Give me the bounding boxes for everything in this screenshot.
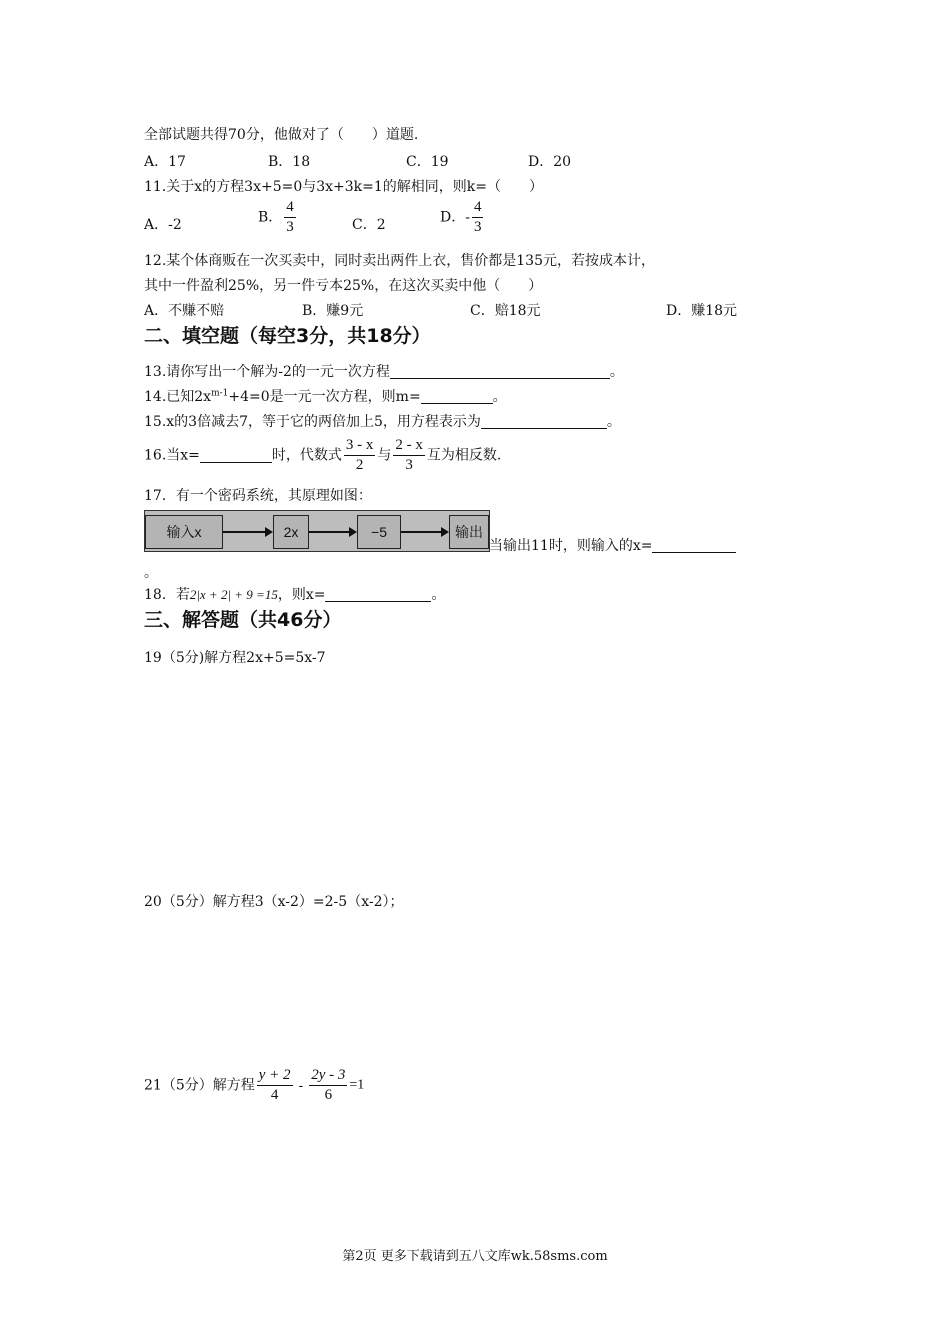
q11-stem: 11.关于x的方程3x+5=0与3x+3k=1的解相同，则k=（ ） bbox=[144, 179, 544, 195]
q11-option-d-fraction: $\frac{4}{3}$ bbox=[473, 199, 482, 235]
q15: 15.x的3倍减去7，等于它的两倍加上5，用方程表示为 。 bbox=[144, 414, 621, 430]
q11-option-b-fraction: $\frac{4}{3}$ bbox=[286, 199, 294, 235]
q11-option-c: C．2 bbox=[352, 217, 386, 233]
section-2-heading: 二、填空题（每空3分，共18分） bbox=[144, 325, 431, 347]
flow-arrow-3 bbox=[401, 531, 447, 533]
q12-option-a: A．不赚不赔 bbox=[144, 303, 225, 319]
page-footer: 第2页 更多下载请到五八文库wk.58sms.com bbox=[342, 1249, 608, 1264]
q16-fraction-1: $\frac{3 - x}{2}$ bbox=[345, 437, 374, 473]
q16: 16.当x= 时，代数式 $\frac{3 - x}{2}$ 与 $\frac{2 - x}{3}$ 互为相反数. bbox=[144, 437, 502, 473]
q16-answer-blank[interactable] bbox=[200, 448, 272, 463]
q16-fraction-2: $\frac{2 - x}{3}$ bbox=[395, 437, 423, 473]
flow-input-box: 输入x bbox=[145, 515, 223, 549]
q12-option-c: C．赔18元 bbox=[470, 303, 541, 319]
q11-option-a: A．-2 bbox=[144, 217, 182, 233]
q11-option-d: D．- $\frac{4}{3}$ bbox=[440, 199, 482, 235]
q17-answer: 当输出11时，则输入的x= bbox=[489, 538, 736, 553]
flow-minus-five-box: −5 bbox=[357, 515, 401, 549]
q20: 20（5分）解方程3（x-2）=2-5（x-2）； bbox=[144, 894, 404, 910]
cipher-flow-diagram bbox=[144, 510, 490, 552]
q18-expression: 2|x + 2| + 9 =15 bbox=[189, 587, 278, 602]
flow-output-box: 输出 bbox=[449, 515, 489, 549]
q10-option-d: D．20 bbox=[528, 154, 572, 170]
q18: 18．若2|x + 2| + 9 =15，则x= 。 bbox=[144, 587, 446, 603]
q17-end: 。 bbox=[144, 565, 158, 581]
q14-answer-blank[interactable] bbox=[421, 389, 493, 404]
q15-answer-blank[interactable] bbox=[481, 414, 607, 429]
q17-text: 17．有一个密码系统，其原理如图： bbox=[144, 488, 372, 504]
q12-line2: 其中一件盈利25%，另一件亏本25%，在这次买卖中他（ ） bbox=[144, 278, 543, 294]
q21-fraction-2: $\frac{2y - 3}{6}$ bbox=[311, 1067, 346, 1103]
q21-fraction-1: $\frac{y + 2}{4}$ bbox=[258, 1067, 291, 1103]
q18-answer-blank[interactable] bbox=[325, 587, 431, 602]
q21: 21（5分）解方程 $\frac{y + 2}{4}$ - $\frac{2y - 3}{6}$ =1 bbox=[144, 1067, 365, 1103]
section-3-heading: 三、解答题（共46分） bbox=[144, 609, 342, 631]
q12-line1: 12.某个体商贩在一次买卖中，同时卖出两件上衣，售价都是135元，若按成本计， bbox=[144, 253, 655, 269]
q10-option-c: C．19 bbox=[406, 154, 449, 170]
q12-option-b: B．赚9元 bbox=[302, 303, 364, 319]
flow-arrow-1 bbox=[223, 531, 271, 533]
q10-option-a: A．17 bbox=[144, 154, 186, 170]
q12-option-d: D．赚18元 bbox=[666, 303, 738, 319]
q17-answer-blank[interactable] bbox=[652, 538, 736, 553]
q19: 19（5分)解方程2x+5=5x-7 bbox=[144, 650, 326, 666]
flow-double-box: 2x bbox=[273, 515, 309, 549]
q14: 14.已知$2x^{m-1}+4=0$是一元一次方程，则m= 。 bbox=[144, 388, 507, 405]
flow-arrow-2 bbox=[309, 531, 355, 533]
q10-option-b: B．18 bbox=[268, 154, 311, 170]
q13-answer-blank[interactable] bbox=[390, 364, 610, 379]
q11-option-b: B． $\frac{4}{3}$ bbox=[258, 199, 294, 235]
q10-tail: 全部试题共得70分，他做对了（ ）道题. bbox=[144, 127, 419, 143]
q13: 13.请你写出一个解为-2的一元一次方程 。 bbox=[144, 364, 624, 380]
